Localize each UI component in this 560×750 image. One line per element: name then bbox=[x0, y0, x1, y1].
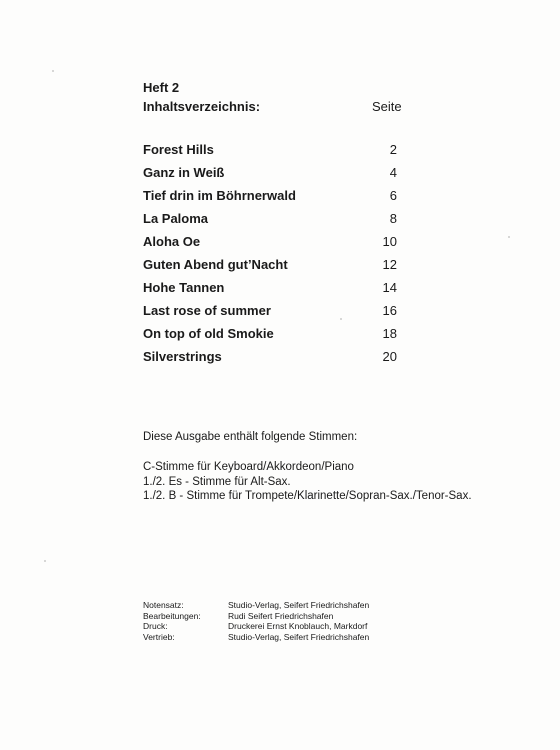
voice-line: C-Stimme für Keyboard/Akkordeon/Piano bbox=[143, 461, 354, 473]
credit-row bbox=[143, 621, 369, 632]
toc-entry bbox=[143, 256, 397, 279]
credit-row bbox=[143, 611, 369, 622]
toc-entry-page: 14 bbox=[382, 280, 397, 295]
toc-entry-title: Silverstrings bbox=[143, 349, 222, 364]
scan-speck bbox=[508, 236, 510, 238]
credit-label: Bearbeitungen: bbox=[143, 610, 201, 621]
scan-speck bbox=[340, 318, 342, 320]
credits-block bbox=[143, 600, 369, 642]
voice-line: 1./2. Es - Stimme für Alt-Sax. bbox=[143, 475, 291, 488]
toc-entry-page: 16 bbox=[382, 303, 397, 318]
toc-entry bbox=[143, 141, 397, 164]
toc-entry-title: Guten Abend gut’Nacht bbox=[143, 257, 288, 272]
credit-value: Druckerei Ernst Knoblauch, Markdorf bbox=[228, 621, 368, 631]
page-column-label: Seite bbox=[372, 99, 402, 114]
toc-heading: Inhaltsverzeichnis: bbox=[143, 99, 261, 114]
toc-entry bbox=[143, 164, 397, 187]
toc-entry-page: 20 bbox=[382, 349, 397, 364]
toc-entry-title: Tief drin im Böhrnerwald bbox=[143, 188, 296, 203]
toc-entry-page: 12 bbox=[382, 257, 397, 272]
toc-entry-page: 18 bbox=[382, 326, 397, 341]
toc-entry bbox=[143, 302, 397, 325]
toc-entry bbox=[143, 233, 397, 256]
voice-line: 1./2. B - Stimme für Trompete/Klarinette/Sopran-Sax./Tenor-Sax. bbox=[143, 490, 472, 502]
toc-entry bbox=[143, 279, 397, 302]
toc-entry-page: 2 bbox=[389, 142, 397, 157]
toc-entry bbox=[143, 210, 397, 233]
toc-entry-title: On top of old Smokie bbox=[143, 326, 274, 341]
toc-entry-page: 8 bbox=[389, 211, 397, 226]
toc-entry-page: 4 bbox=[389, 165, 397, 180]
scan-speck bbox=[44, 560, 46, 562]
toc-entry-page: 6 bbox=[389, 188, 397, 203]
credit-label: Druck: bbox=[143, 621, 168, 631]
toc-entry-title: Ganz in Weiß bbox=[143, 165, 225, 180]
credit-value: Rudi Seifert Friedrichshafen bbox=[228, 610, 334, 621]
toc-entry-title: Last rose of summer bbox=[143, 303, 271, 318]
scan-speck bbox=[52, 70, 54, 72]
toc-entry-title: La Paloma bbox=[143, 211, 209, 226]
table-of-contents bbox=[143, 141, 397, 371]
toc-entry-title: Hohe Tannen bbox=[143, 280, 225, 295]
voices-list bbox=[143, 460, 472, 504]
credit-row bbox=[143, 600, 369, 611]
booklet-number: Heft 2 bbox=[143, 80, 180, 95]
toc-entry-title: Forest Hills bbox=[143, 142, 214, 157]
credit-value: Studio-Verlag, Seifert Friedrichshafen bbox=[228, 631, 370, 642]
toc-entry bbox=[143, 187, 397, 210]
toc-entry-title: Aloha Oe bbox=[143, 234, 201, 249]
voices-intro: Diese Ausgabe enthält folgende Stimmen: bbox=[143, 431, 358, 443]
toc-entry bbox=[143, 325, 397, 348]
credit-label: Vertrieb: bbox=[143, 631, 175, 642]
credit-row bbox=[143, 632, 369, 643]
credit-label: Notensatz: bbox=[143, 600, 184, 610]
toc-entry bbox=[143, 348, 397, 371]
toc-entry-page: 10 bbox=[382, 234, 397, 249]
credit-value: Studio-Verlag, Seifert Friedrichshafen bbox=[228, 600, 370, 610]
